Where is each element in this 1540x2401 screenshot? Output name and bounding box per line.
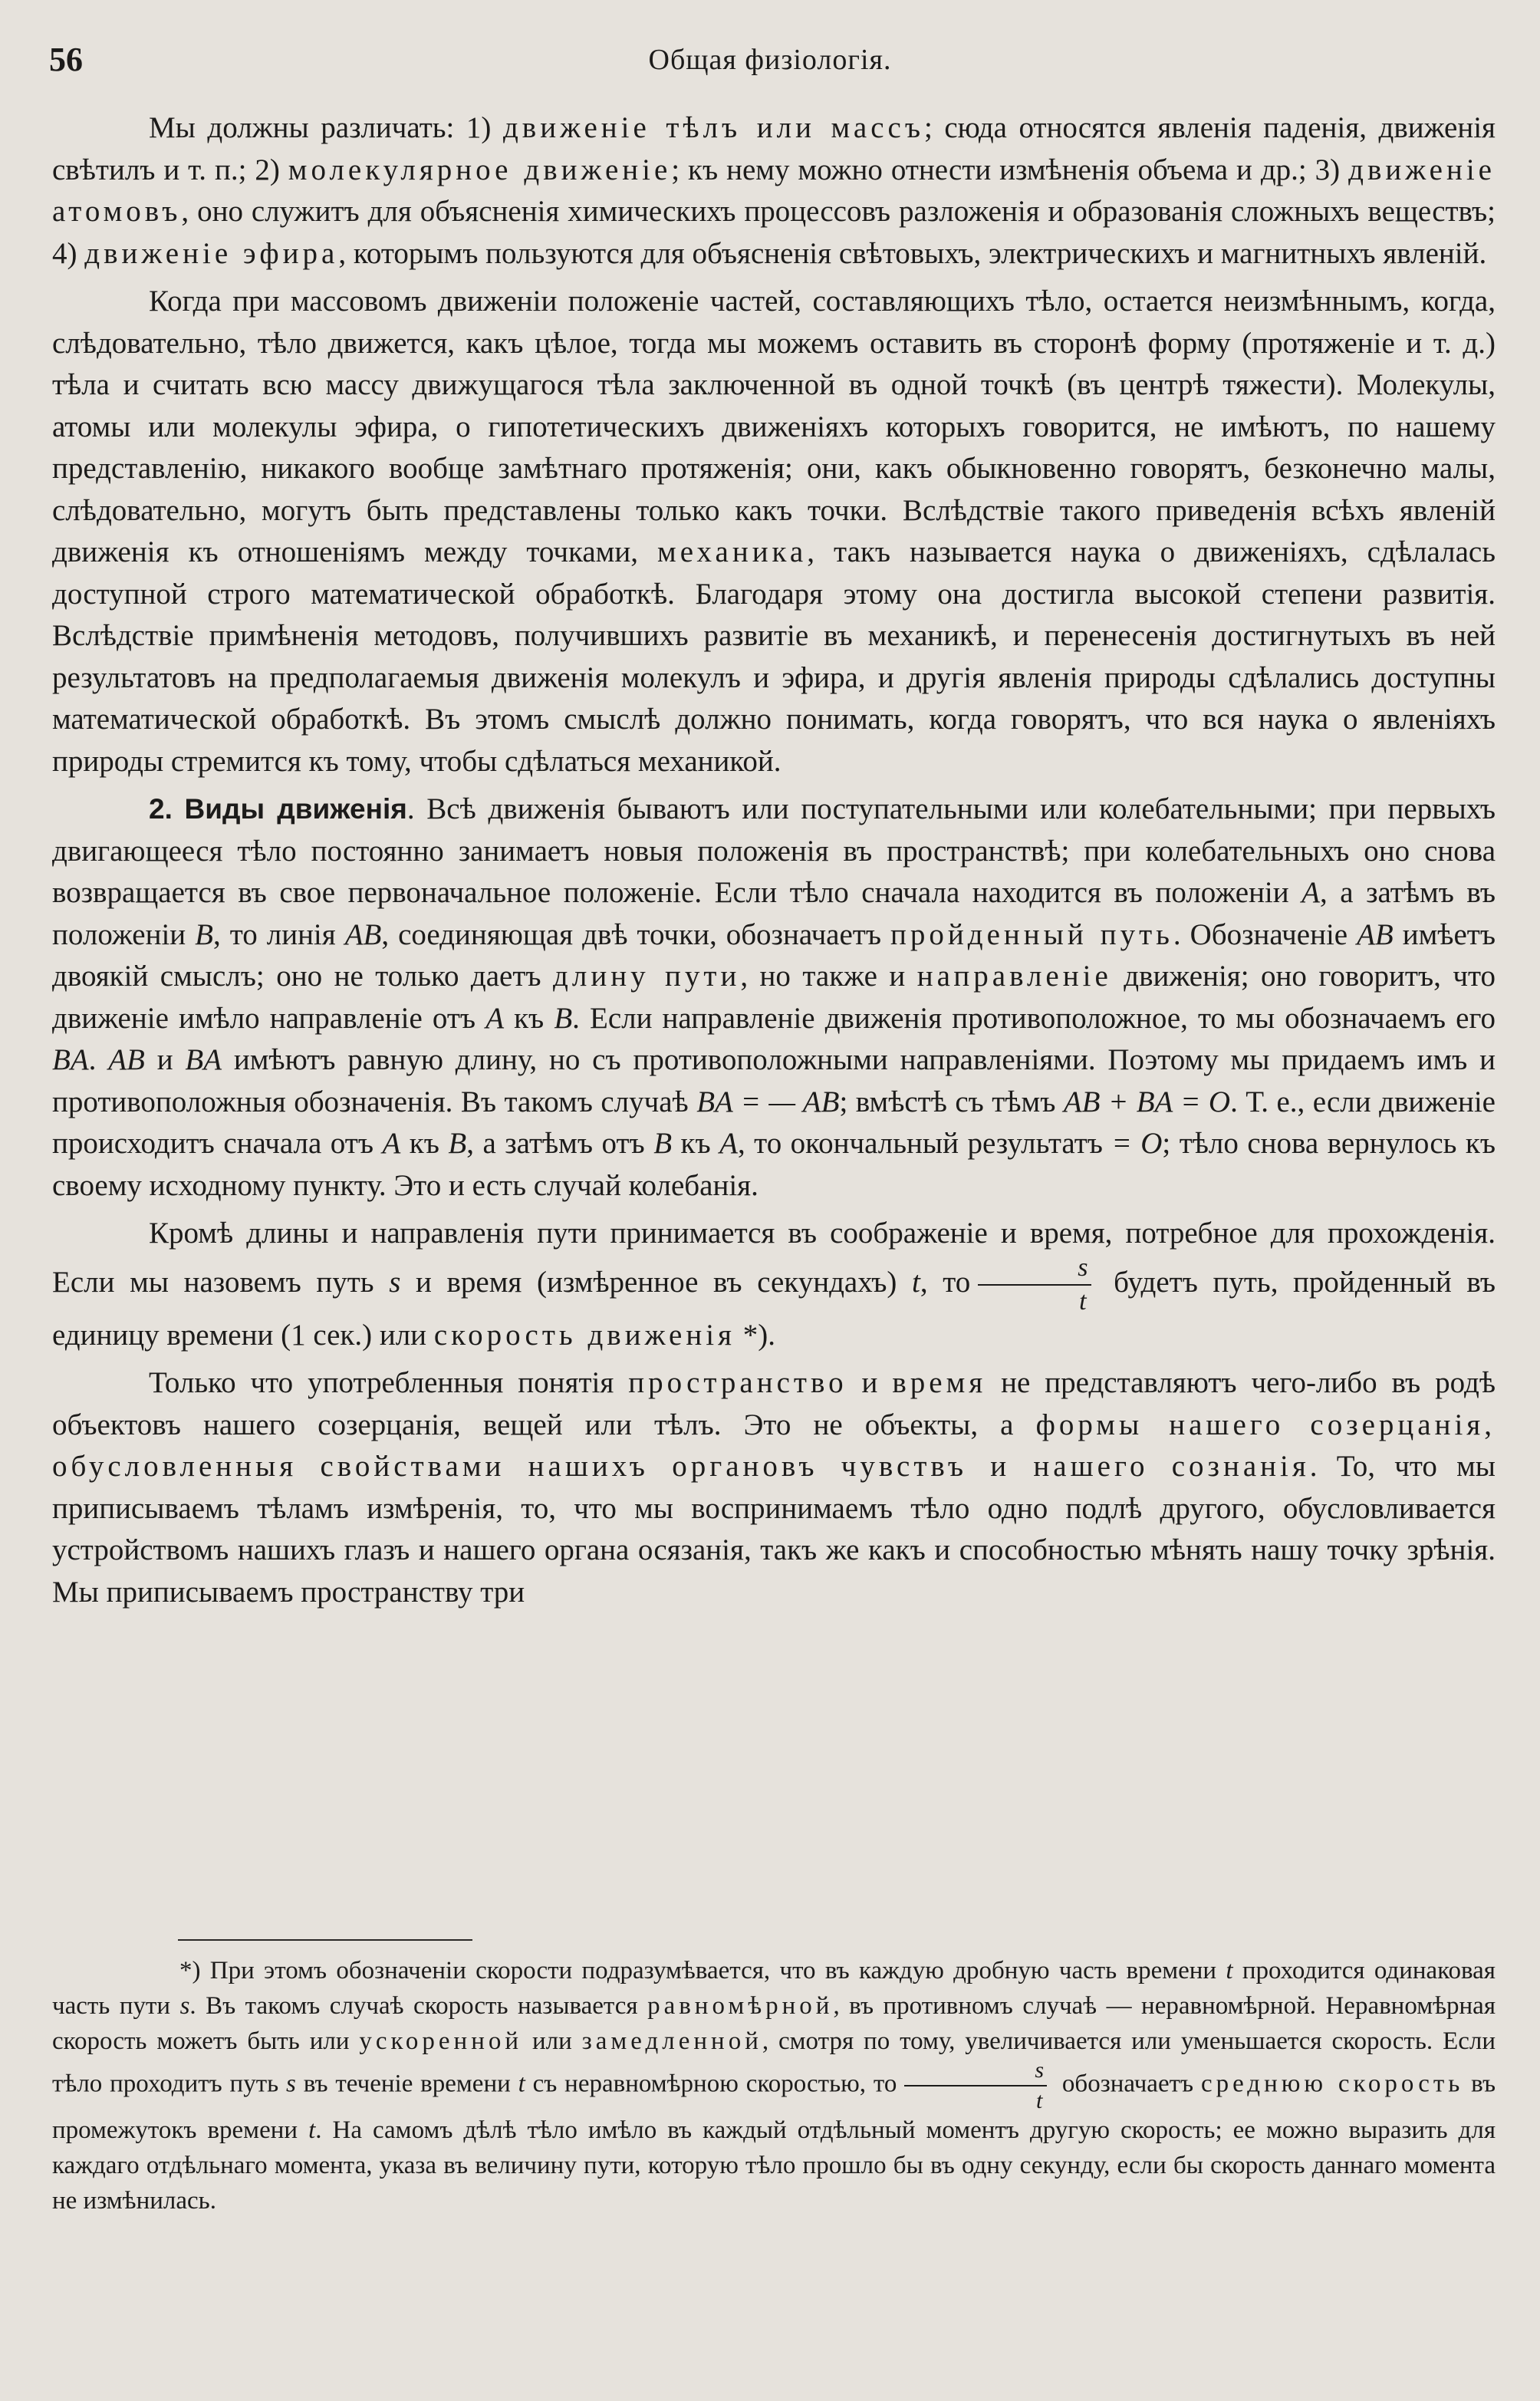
- page-number: 56: [49, 41, 83, 78]
- text-run: къ: [672, 1127, 720, 1160]
- text-run: . Если направленiе движенiя противоположное, то мы обозначаемъ его: [572, 1001, 1496, 1035]
- text-run: и: [144, 1043, 186, 1076]
- text-run: имѣетъ двоякiй смыслъ; оно не только даетъ: [52, 917, 1496, 993]
- math-equation: AB + BA = O: [1063, 1085, 1231, 1118]
- text-run: . Т. е., если движенiе происходитъ сначала отъ: [52, 1085, 1496, 1160]
- text-run: Только что употребленныя понятiя: [149, 1366, 629, 1399]
- footnote-rule: [178, 1939, 472, 1941]
- text-run: . Обозначенiе: [1173, 917, 1357, 951]
- text-run: , которымъ пользуются для объясненiя свѣтовыхъ, электрическихъ и магнитныхъ явленiй.: [338, 236, 1487, 270]
- running-head: [0, 40, 1540, 78]
- emphasis: формы нашего созерцанiя, обусловленныя свойствами нашихъ органовъ чувствъ и нашего сознанiя: [52, 1408, 1496, 1483]
- text-run: , то окончальный результатъ: [737, 1127, 1112, 1160]
- text-run: Кромѣ длины и направленiя пути принимается въ соображенiе и время, потребное для прохожденiя. Если мы назовемъ путь: [52, 1217, 1496, 1299]
- math-symbol: B: [653, 1127, 673, 1160]
- text-run: , а затѣмъ отъ: [466, 1127, 654, 1160]
- emphasis: равномѣрной: [647, 1992, 834, 2020]
- text-run: , но также и: [740, 960, 917, 993]
- emphasis: молекулярное движенiе: [288, 153, 672, 186]
- fraction-numerator: s: [978, 1255, 1091, 1286]
- text-run: къ: [504, 1001, 554, 1035]
- math-symbol: A: [382, 1127, 401, 1160]
- text-run: , такъ называется наука о движенiяхъ, сдѣлалась доступной строго математической обработкѣ. Благодаря этому она достигла высокой степени развитiя. Вслѣдствiе примѣненiя методовъ, получившихъ развитiе въ механикѣ, и перенесенiя достигнутыхъ въ ней результатовъ на предполагаемыя движенiя молекулъ и эфира, и другiя явленiя природы сдѣлались доступны математической обработкѣ. Въ этомъ смыслѣ должно понимать, когда говорятъ, что вся наука о явленiяхъ природы стремится къ тому, чтобы сдѣлаться механикой.: [52, 535, 1496, 778]
- emphasis: среднюю скорость: [1200, 2070, 1464, 2098]
- emphasis: ускоренной: [359, 2027, 523, 2055]
- math-equation: BA = — AB: [696, 1085, 840, 1118]
- emphasis: пройденный путь: [890, 917, 1173, 951]
- text-run: или: [522, 2027, 582, 2055]
- math-symbol: AB: [1357, 917, 1394, 951]
- text-run: ; тѣло снова вернулось къ своему исходному пункту. Это и есть случай колебанiя.: [52, 1127, 1496, 1202]
- math-symbol: BA: [185, 1043, 222, 1076]
- footnote: [52, 1953, 1496, 2218]
- emphasis: скорость движенiя: [433, 1318, 735, 1352]
- text-run: , въ противномъ случаѣ — неравномѣрной. Неравномѣрная скорость можетъ быть или: [52, 1992, 1496, 2055]
- text-run: , то: [920, 1265, 971, 1299]
- math-symbol: t: [912, 1265, 920, 1299]
- emphasis: замедленной: [581, 2027, 762, 2055]
- text-run: . Въ такомъ случаѣ скорость называется: [189, 1992, 648, 2020]
- math-symbol: s: [179, 1992, 190, 2020]
- emphasis: механика: [657, 535, 808, 568]
- emphasis: длину пути: [553, 960, 741, 993]
- text-run: движенiя; оно говоритъ, что движенiе имѣло направленiе отъ: [52, 960, 1496, 1035]
- fraction-denominator: t: [1036, 2088, 1043, 2113]
- math-symbol: B: [195, 917, 213, 951]
- text-run: , соединяющая двѣ точки, обозначаетъ: [381, 917, 890, 951]
- math-symbol: s: [286, 2070, 296, 2098]
- fraction-denominator: t: [1079, 1286, 1087, 1316]
- math-symbol: t: [518, 2070, 525, 2098]
- text-run: ; сюда относятся явленiя паденiя, движенiя свѣтилъ и т. п.; 2): [52, 111, 1496, 186]
- math-symbol: B: [448, 1127, 467, 1160]
- text-run: . То, что мы приписываемъ тѣламъ измѣренiя, то, что мы воспринимаемъ тѣло одно подлѣ другого, обусловливается устройствомъ нашихъ глазъ и нашего органа осязанiя, такъ же какъ и способностью мѣнять нашу точку зрѣнiя. Мы приписываемъ пространству три: [52, 1450, 1496, 1609]
- paragraph-mechanics: [52, 281, 1496, 782]
- running-title: Общая физiологiя.: [648, 44, 892, 76]
- text-run: проходится одинаковая часть пути: [52, 1957, 1496, 2020]
- emphasis: направленiе: [916, 960, 1112, 993]
- paragraph-space-time: [52, 1362, 1496, 1613]
- text-run: ; вмѣстѣ съ тѣмъ: [839, 1085, 1064, 1118]
- paragraph-kinds-of-motion: [52, 107, 1496, 275]
- text-run: , а затѣмъ въ положенiи: [52, 876, 1496, 951]
- math-symbol: AB: [108, 1043, 145, 1076]
- text-run: , оно служитъ для объясненiя химическихъ процессовъ разложенiя и образованiя сложныхъ веществъ; 4): [52, 195, 1496, 270]
- math-symbol: B: [554, 1001, 573, 1035]
- text-run: *).: [735, 1318, 775, 1352]
- body-text: [52, 107, 1496, 1613]
- math-symbol: AB: [344, 917, 382, 951]
- text-run: и время (измѣренное въ секундахъ): [400, 1265, 913, 1299]
- math-symbol: t: [308, 2116, 316, 2144]
- fraction-s-over-t: [904, 2059, 1047, 2113]
- text-run: имѣютъ равную длину, но съ противоположными направленiями. Поэтому мы придаемъ имъ и противоположныя обозначенiя. Въ такомъ случаѣ: [52, 1043, 1496, 1118]
- emphasis: движенiе атомовъ: [52, 153, 1496, 228]
- math-symbol: s: [389, 1265, 401, 1299]
- math-symbol: A: [1301, 876, 1320, 909]
- fraction-s-over-t: [978, 1255, 1091, 1315]
- math-symbol: A: [719, 1127, 738, 1160]
- math-symbol: BA: [52, 1043, 89, 1076]
- text-run: Мы должны различать: 1): [149, 111, 503, 144]
- fraction-numerator: s: [904, 2059, 1047, 2086]
- text-run: , то линiя: [212, 917, 345, 951]
- text-run: , смотря по тому, увеличивается или уменьшается скорость. Если тѣло проходитъ путь: [52, 2027, 1496, 2098]
- section-heading: Виды движенiя: [184, 793, 407, 825]
- emphasis: движенiе эфира: [84, 236, 339, 270]
- text-run: ; къ нему можно отнести измѣненiя объема и др.; 3): [671, 153, 1349, 186]
- text-run: *) При этомъ обозначенiи скорости подразумѣвается, что въ каждую дробную часть времени: [179, 1957, 1226, 1984]
- text-run: къ: [400, 1127, 449, 1160]
- text-run: .: [88, 1043, 109, 1076]
- text-run: будетъ путь, пройденный въ единицу времени (1 сек.) или: [52, 1265, 1496, 1352]
- section-number: 2.: [149, 793, 173, 825]
- paragraph-velocity: [52, 1213, 1496, 1356]
- footnote-paragraph: [52, 1953, 1496, 2218]
- text-run: съ неравномѣрною скоростью, то: [525, 2070, 897, 2098]
- math-symbol: A: [485, 1001, 505, 1035]
- math-equation: = O: [1111, 1127, 1163, 1160]
- text-run: . На самомъ дѣлѣ тѣло имѣло въ каждый отдѣльный моментъ другую скорость; ее можно выразить для каждаго отдѣльнаго момента, указа въ величину пути, которую тѣло прошло бы въ одну секунду, если бы скорость даннаго момента не измѣнилась.: [52, 2116, 1496, 2215]
- emphasis: движенiе тѣлъ или массъ: [502, 111, 924, 144]
- math-symbol: t: [1226, 1957, 1233, 1984]
- text-run: . Всѣ движенiя бываютъ или поступательными или колебательными; при первыхъ двигающееся тѣло постоянно занимаетъ новыя положенiя въ пространствѣ; при колебательныхъ оно снова возвращается въ свое первоначальное положенiе. Если тѣло сначала находится въ положенiи: [52, 792, 1496, 909]
- emphasis: время: [892, 1366, 987, 1399]
- text-run: въ промежутокъ времени: [52, 2070, 1496, 2144]
- text-run: и: [847, 1366, 893, 1399]
- text-run: въ теченiе времени: [295, 2070, 518, 2098]
- text-run: не представляютъ чего-либо въ родѣ объектовъ нашего созерцанiя, вещей или тѣлъ. Это не объекты, а: [52, 1366, 1496, 1441]
- text-run: обозначаетъ: [1055, 2070, 1201, 2098]
- emphasis: пространство: [628, 1366, 847, 1399]
- paragraph-types-of-motion: [52, 789, 1496, 1207]
- text-run: Когда при массовомъ движенiи положенiе частей, составляющихъ тѣло, остается неизмѣннымъ, когда, слѣдовательно, тѣло движется, какъ цѣлое, тогда мы можемъ оставить въ сторонѣ форму (протяженiе и т. д.) тѣла и считать всю массу движущагося тѣла заключенной въ одной точкѣ (въ центрѣ тяжести). Молекулы, атомы или молекулы эфира, о гипотетическихъ движенiяхъ которыхъ говорится, не имѣютъ, по нашему представленiю, никакого вообще замѣтнаго протяженiя; они, какъ обыкновенно говорятъ, безконечно малы, слѣдовательно, могутъ быть представлены только какъ точки. Вслѣдствiе такого приведенiя всѣхъ явленiй движенiя къ отношенiямъ между точками,: [52, 285, 1496, 568]
